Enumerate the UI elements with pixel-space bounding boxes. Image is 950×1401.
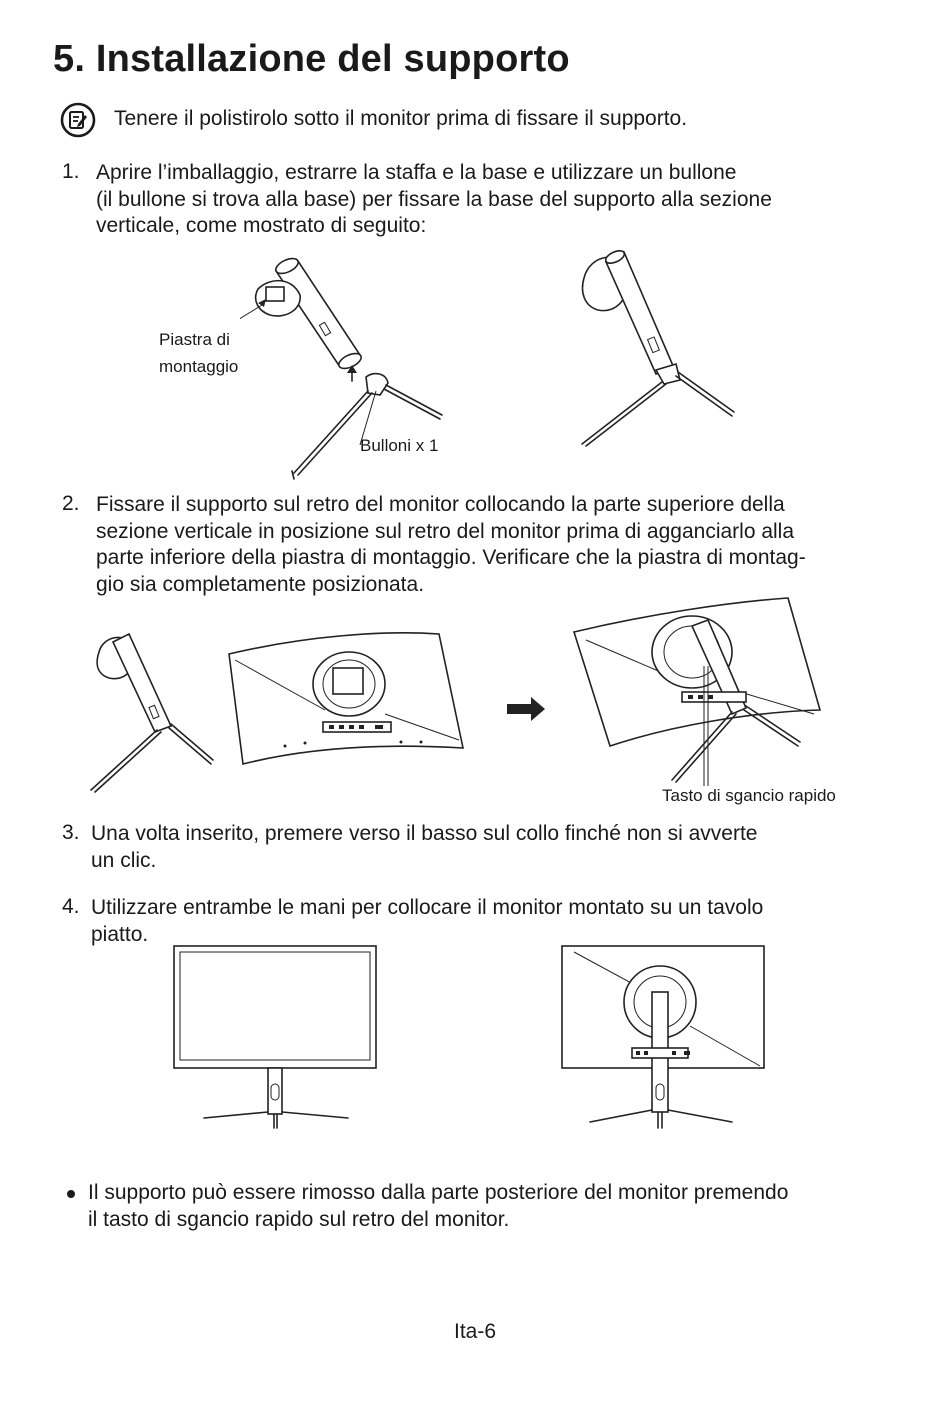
arrow-right-icon <box>507 697 547 721</box>
step-3-number: 3. <box>62 821 80 844</box>
monitor-back-illustration <box>225 630 475 770</box>
step-3-text <box>91 821 757 874</box>
page-title: 5. Installazione del supporto <box>53 38 570 80</box>
step-3-line-1: Una volta inserito, premere verso il basso sul collo finché non si avverte <box>91 822 758 845</box>
step-1-line-3: verticale, come mostrato di seguito: <box>96 214 427 237</box>
monitor-front-illustration <box>170 944 382 1134</box>
step-2-line-2: sezione verticale in posizione sul retro del monitor prima di agganciarlo alla <box>96 519 795 543</box>
label-quick-release: Tasto di sgancio rapido <box>662 786 836 805</box>
assembled-stand-illustration <box>570 248 750 458</box>
bullet-icon <box>67 1190 75 1198</box>
step-2-line-1: Fissare il supporto sul retro del monitor collocando la parte superiore della <box>96 493 785 516</box>
step-2-line-4: gio sia completamente posizionata. <box>96 572 425 596</box>
stand-side-illustration <box>85 630 225 795</box>
page-number: Ita-6 <box>453 1320 497 1343</box>
label-mounting-plate-line-2: montaggio <box>159 357 239 376</box>
label-bolts: Bulloni x 1 <box>360 436 439 455</box>
label-mounting-plate <box>159 326 238 380</box>
step-2-text <box>96 492 806 598</box>
step-1-number: 1. <box>62 160 80 183</box>
bullet-note-line-1: Il supporto può essere rimosso dalla parte posteriore del monitor premendo <box>88 1181 789 1204</box>
bullet-note-text <box>88 1180 788 1233</box>
step-4-text <box>91 895 763 948</box>
step-1-text <box>96 160 772 240</box>
note-text: Tenere il polistirolo sotto il monitor prima di fissare il supporto. <box>114 107 688 130</box>
step-3-line-2: un clic. <box>91 848 157 872</box>
step-1-line-1: Aprire l’imballaggio, estrarre la staffa e la base e utilizzare un bullone <box>96 161 737 184</box>
step-2-line-3: parte inferiore della piastra di montaggio. Verificare che la piastra di montag- <box>96 546 806 569</box>
monitor-stand-attached-illustration <box>570 596 830 786</box>
label-mounting-plate-line-1: Piastra di <box>159 330 230 349</box>
bullet-note-line-2: il tasto di sgancio rapido sul retro del monitor. <box>88 1207 510 1231</box>
step-4-line-2: piatto. <box>91 922 149 946</box>
step-1-line-2: (il bullone si trova alla base) per fissare la base del supporto alla sezione <box>96 187 772 211</box>
step-4-line-1: Utilizzare entrambe le mani per collocare il monitor montato su un tavolo <box>91 896 764 919</box>
monitor-rear-illustration <box>560 944 768 1134</box>
step-4-number: 4. <box>62 895 80 918</box>
step-2-number: 2. <box>62 492 80 515</box>
note-edit-icon <box>60 102 96 138</box>
